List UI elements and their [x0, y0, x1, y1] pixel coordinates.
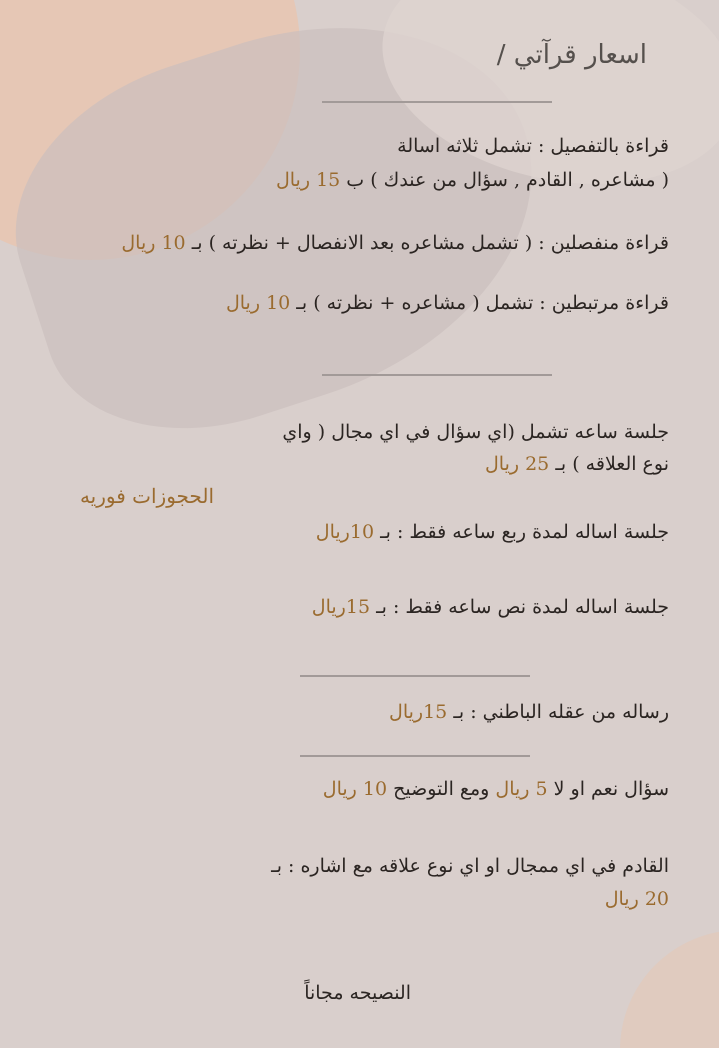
future-reading-line2 — [605, 885, 669, 913]
page-title: اسعار قرآتي / — [496, 40, 647, 70]
couple-reading-text: قراءة مرتبطين : تشمل ( مشاعره + نظرته ) بـ — [296, 292, 669, 314]
yes-no-explanation-price: 10 ريال — [322, 778, 388, 800]
hour-session-text: نوع العلاقه ) بـ — [555, 453, 669, 475]
half-hour-session-price: 15ريال — [311, 596, 371, 618]
free-advice-note: النصيحه مجاناً — [304, 982, 411, 1004]
yes-no-question — [323, 775, 669, 803]
subconscious-message-text: رساله من عقله الباطني : بـ — [453, 701, 669, 723]
hour-session-line2 — [485, 450, 669, 478]
hour-session-line1: جلسة ساعه تشمل (اي سؤال في اي مجال ( واي — [282, 421, 669, 443]
detailed-reading-line1: قراءة بالتفصيل : تشمل ثلاثه اسالة — [397, 135, 669, 157]
separated-reading-price: 10 ريال — [121, 232, 186, 254]
detailed-reading-price: 15 ريال — [275, 169, 341, 191]
couple-reading-price: 10 ريال — [225, 292, 291, 314]
reservations-note: الحجوزات فوريه — [79, 484, 214, 508]
half-hour-session — [312, 593, 669, 621]
couple-reading — [226, 289, 669, 317]
yes-no-question-text: سؤال نعم او لا — [553, 778, 669, 800]
hour-session-price: 25 ريال — [484, 453, 550, 475]
separated-reading — [121, 229, 669, 257]
yes-no-explanation-text: ومع التوضيح — [393, 778, 490, 800]
subconscious-message-price: 15ريال — [389, 701, 448, 723]
divider — [322, 101, 552, 103]
half-hour-session-text: جلسة اساله لمدة نص ساعه فقط : بـ — [376, 596, 669, 618]
quarter-hour-session-text: جلسة اساله لمدة ربع ساعه فقط : بـ — [380, 521, 669, 543]
quarter-hour-session — [316, 518, 669, 546]
yes-no-question-price: 5 ريال — [495, 778, 548, 800]
divider — [300, 675, 530, 677]
divider — [322, 374, 552, 376]
future-reading-price: 20 ريال — [604, 888, 669, 910]
quarter-hour-session-price: 10ريال — [315, 521, 375, 543]
separated-reading-text: قراءة منفصلين : ( تشمل مشاعره بعد الانفصال + نظرته ) بـ — [191, 232, 669, 254]
detailed-reading-line2 — [276, 166, 669, 194]
subconscious-message — [389, 698, 669, 726]
future-reading-line1: القادم في اي ممجال او اي نوع علاقه مع اشاره : بـ — [271, 855, 669, 877]
divider — [300, 755, 530, 757]
detailed-reading-text: ( مشاعره , القادم , سؤال من عندك ) ب — [346, 169, 669, 191]
